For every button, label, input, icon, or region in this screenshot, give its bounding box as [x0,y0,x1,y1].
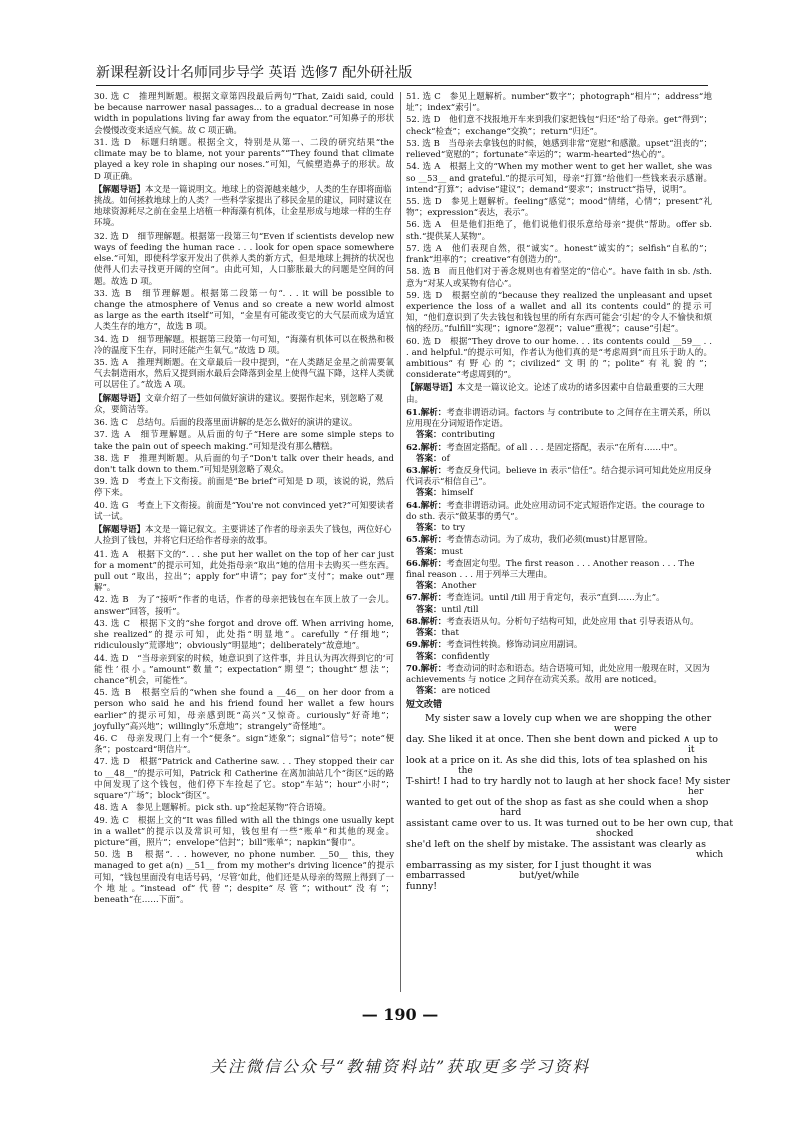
correction-fix: which [696,850,724,861]
question-number: 70. [406,663,421,674]
explanation [406,466,712,488]
answer-value: until /till [441,604,479,615]
explanation [406,664,712,686]
explanation [406,640,712,651]
correction-fix: the [458,766,473,777]
correction-text: assistant came over to us. It was turned out to be her own cup, that [406,818,734,830]
correction-fix: hard [500,808,522,819]
answer-line [416,547,712,558]
answer-entry: 43. 选 C 根据下文的“she forgot and drove off. When arriving home, she realized”的提示可知，此处指“明显地”。carefully “仔细地”；ridiculously“荒谬地”；obviously“明显地”；deliberately“故意地”。 [94,618,394,652]
answer-list [406,92,712,697]
correction-line [406,776,731,798]
explanation-text: 考查连词。until /till 用于肯定句，表示“直到……为止”。 [446,593,665,604]
explanation-text: 考查固定搭配。of all . . . 是固定搭配，表示“在所有……中”。 [446,442,683,453]
answer-label: 答案： [416,546,442,557]
right-column [406,92,734,903]
answer-entry: 33. 选 B 细节理解题。根据第二段第一句“. . . it will be possible to change the atmosphere of Venus and so create a new world almost as large as the earth itself”可知，“金星有可能改变它的大气层而成为适宜人类生存的地方”，故选 B 项。 [94,288,394,333]
answer-entry: 34. 选 D 细节理解题。根据第三段第一句可知，“海藻有机体可以在极热和极冷的温度下生存，同时还能产生氧气。”故选 D 项。 [94,334,394,356]
correction-text: wanted to get out of the shop as fast as she could when a shop [406,797,709,809]
answer-entry: 42. 选 B 为了“接听”作者的电话，作者的母亲把钱包在车顶上放了一会儿。answer“回答，接听”。 [94,595,394,617]
explanation [406,501,712,523]
guide-text: 本文是一篇议论文。论述了成功的诸多因素中自信最重要的三大理由。 [406,383,704,405]
explanation-label: 解析： [420,442,447,453]
question-number: 69. [406,640,421,651]
answer-value: himself [441,488,474,499]
answer-entry: 59. 选 D 根据空前的“because they realized the unpleasant and upset experience the loss of a wallet and all its contents could”的提示可知，“他们意识到了失去钱包和钱包里的所有东西可能会‘引起’的令人不愉快和烦恼的经历。”fulfill“实现”；ignore“忽视”；value“重视”；cause“引起”。 [406,290,712,335]
question-number: 67. [406,593,421,604]
explanation-label: 解析： [420,640,447,651]
guide-tag: 【解题导语】 [94,184,146,195]
explanation-text: 考查非谓语动词。此处应用动词不定式短语作定语。the courage to do sth. 表示“做某事的勇气”。 [406,500,705,522]
column-divider [400,92,401,992]
answer-value: Another [441,581,477,592]
answer-value: to try [441,523,466,534]
answer-label: 答案： [416,628,442,639]
answer-entry: 50. 选 B 根据“. . . however, no phone number. __50__ this, they managed to get a(n) __51__ from my mother's driving licence”的提示可知，“钱包里面没有电话号码，‘尽管’如此，他们还是从母亲的驾照上得到了一个地址。”instead of“代替”；despite“尽管”；without“没有”；beneath“在……下面”。 [94,850,394,906]
explanation-text: 考查反身代词。believe in 表示“信任”。结合提示词可知此处应用反身代词表示“相信自己”。 [406,466,712,488]
answer-entry: 30. 选 C 推理判断题。根据文章第四段最后两句“That, Zaidi said, could be because narrower nasal passages... to a gradual decrease in nose width in populations living far away from the equator.”可知鼻子的形状会慢慢改变来适应气候。故 C 项正确。 [94,92,394,136]
explanation-text: 考查固定句型。The first reason . . . Another reason . . . The final reason . . . 用于列举三大理由。 [406,558,695,580]
explanation-label: 解析： [420,407,447,418]
correction-line [406,798,712,819]
correction-line [406,756,712,777]
answer-value: are noticed [441,686,491,697]
guide-note [406,383,712,405]
guide-tag: 【解题导语】 [94,525,146,536]
correction-text: day. She liked it at once. Then she bent down and picked ∧ up to [406,734,719,746]
guide-text: 本文是一篇说明文。地球上的资源越来越少，人类的生存即将面临挑战。如何拯救地球上的人类？一些科学家提出了移民金星的建议，同时建议在地球资源耗尽之前在金星上培植一种海藻有机体，让金星形成与地球一样的生存环境。 [94,184,392,229]
explanation-label: 解析： [420,500,447,511]
question-number: 66. [406,558,421,569]
answer-entry: 58. 选 B 而且他们对于善念规则也有着坚定的“信心”。have faith in sb. /sth. 意为“对某人或某物有信心”。 [406,267,712,289]
explanation-label: 解析： [420,558,447,569]
answer-entry: 46. C 母亲发现门上有一个“便条”。sign“迹象”；signal“信号”；note“便条”；postcard“明信片”。 [94,734,394,756]
answer-value: that [441,628,459,639]
page-number: — 190 — [361,1005,439,1024]
answer-entry: 35. 选 A 推理判断题。在文章最后一段中提到，“在人类踏足金星之前需要氧气去制造雨水，然后又提到雨水最后会降落到金星上使得气温下降，这样人类就可以居住了。”故选 A 项。 [94,358,394,391]
answer-line [416,488,712,499]
answer-entry: 60. 选 D 根据“They drove to our home. . . its contents could __59__ . . . and helpful.”的提示可知，作者认为他们真的是“考虑周到”而且乐于助人的。ambitious“有野心的”；civilized“文明的”；polite“有礼貌的”；considerate“考虑周到的”。 [406,336,712,381]
answer-label: 答案： [416,604,442,615]
explanation-label: 解析： [420,535,447,546]
header-title: 新课程新设计名师同步导学 英语 选修7 配外研社版 [96,65,413,81]
answer-value: confidently [441,651,490,662]
correction-line [406,714,712,735]
guide-tag: 【解题导语】 [406,383,458,394]
explanation-text: 考查情态动词。为了成功，我们必须(must)甘愿冒险。 [446,535,653,546]
correction-title: 短文改错 [406,700,443,711]
answer-label: 答案： [416,488,442,499]
answer-value: must [441,546,463,557]
guide-note [94,185,394,230]
answer-entry: 56. 选 A 但是他们拒绝了，他们说他们很乐意给母亲“提供”帮助。offer sb. sth.“提供某人某物”。 [406,220,712,242]
correction-fix: shocked [596,829,634,840]
answer-entry: 57. 选 A 他们表现自然，很“诚实”。honest“诚实的”；selfish“自私的”；frank“坦率的”；creative“有创造力的”。 [406,243,712,266]
answer-value: of [441,453,450,464]
answer-entry: 49. 选 C 根据上文的“It was filled with all the things one usually kept in a wallet”的提示以及常识可知，钱包里有一些“账单”和其他的现金。picture“画，照片”；envelope“信封”；bill“账单”；napkin“餐巾”。 [94,815,394,848]
answer-entry: 38. 选 F 推理判断题。从后面的句子“Don't talk over their heads, and don't talk down to them.”可知是别忽略了观众。 [94,453,394,475]
answer-entry: 41. 选 A 根据下文的“. . . she put her wallet on the top of her car just for a moment”的提示可知，此处指母亲“取出”她的信用卡去购买一些东西。pull out “取出，拉出”；apply for“申请”；pay for“支付”；make out“理解”。 [94,549,394,594]
answer-entry: 45. 选 B 根据空后的“when she found a __46__ on her door from a person who said he and his friend found her wallet a few hours earlier”的提示可知，母亲感到既“高兴”又惊奇。curiously“好奇地”；joyfully“高兴地”；willingly“乐意地”；strangely“奇怪地”。 [94,688,394,732]
explanation-text: 考查表语从句。分析句子结构可知，此处应用 that 引导表语从句。 [446,616,699,627]
answer-line [416,430,712,441]
correction-text: embarrassing as my sister, for I just thought it was [406,860,652,872]
correction-line [406,839,724,861]
guide-note [94,525,394,547]
explanation [406,443,712,454]
answer-entry: 39. 选 D 考查上下文衔接。前面是“Be brief”可知是 D 项，该说的说，然后停下来。 [94,477,394,499]
question-number: 63. [406,466,421,476]
explanation [406,617,712,628]
explanation-label: 解析： [420,593,447,604]
correction-line [406,882,712,903]
correction-line [406,818,734,840]
explanation-text: 考查非谓语动词。factors 与 contribute to 之间存在主谓关系，所以应用现在分词短语作定语。 [406,407,711,430]
answer-entry: 51. 选 C 参见上题解析。number“数字”；photograph“相片”；address“地址”；index“索引”。 [406,92,712,114]
guide-text: 文章介绍了一些如何做好演讲的建议。要据作起来，别忽略了观众，要简洁等。 [94,393,384,415]
correction-text: look at a price on it. As she did this, lots of tea splashed on his [406,755,708,767]
answer-entry: 55. 选 D 参见上题解析。feeling“感觉”；mood“情绪，心情”；present“礼物”；expression“表达，表示”。 [406,196,712,219]
answer-line [416,652,712,663]
answer-line [416,628,712,639]
guide-text: 本文是一篇记叙文。主要讲述了作者的母亲丢失了钱包，两位好心人捡到了钱包，并将它归还给作者母亲的故事。 [94,525,392,547]
correction-line [406,734,719,756]
question-number: 68. [406,616,421,627]
correction-line [406,861,712,882]
answer-line [416,454,712,465]
guide-tag: 【解题导语】 [94,393,146,404]
answer-entry: 53. 选 B 当母亲去拿钱包的时候，她感到非常“宽慰”和感激。upset“沮丧的”；relieved“宽慰的”；fortunate“幸运的”；warm-hearted“热心的”。 [406,138,712,161]
answer-value: contributing [441,430,496,441]
explanation [406,593,712,604]
answer-line [416,686,712,697]
correction-fix: her [688,787,704,798]
left-column [94,92,394,907]
correction-text: T-shirt! I had to try hardly not to laugh at her shock face! My sister [406,776,731,788]
explanation [406,535,712,546]
explanation-label: 解析： [420,466,447,476]
answer-entry: 37. 选 A 细节理解题。从后面的句子“Here are some simple steps to take the pain out of speech making.”可知是没有那么糟糕。 [94,430,394,452]
answer-entry: 54. 选 A 根据上文的“When my mother went to get her wallet, she was so __53__ and grateful.”的提示可知，母亲“打算”给他们一些钱来表示感谢。intend“打算”；advise“建议”；demand“要求”；instruct“指导，说明”。 [406,162,712,195]
answer-label: 答案： [416,651,442,662]
answer-entry: 36. 选 C 总结句。后面的段落里面讲解的是怎么做好的演讲的建议。 [94,418,358,429]
answer-entry: 31. 选 D 标题归纳题。根据全文，特别是从第一、二段的研究结果“the climate may be to blame, not your parents”“They found that climate played a key role in shaping our noses.”可知，气候塑造鼻子的形状。故 D 项正确。 [94,137,394,182]
answer-label: 答案： [416,581,442,592]
answer-label: 答案： [416,430,442,441]
answer-label: 答案： [416,686,442,697]
answer-entry: 44. 选 D “当母亲到家的时候，她意识到了这件事，并且认为再次得到它的‘可能性’很小。”amount“数量”；expectation“期望”；thought“想法”；chance“机会，可能性”。 [94,653,394,686]
question-number: 65. [406,535,421,546]
explanation-text: 考查动词的时态和语态。结合语境可知，此处应用一般现在时，又因为 achievements 与 notice 之间存在动宾关系。故用 are noticed。 [406,663,710,685]
explanation-label: 解析： [420,663,447,674]
page-header [96,62,708,86]
answer-entry: 40. 选 G 考查上下文衔接。前面是“You're not convinced yet?”可知要读者试一试。 [94,500,394,522]
correction-passage [406,713,734,903]
answer-line [416,523,712,534]
answer-line [416,605,712,616]
explanation-label: 解析： [420,616,447,627]
correction-fix: it [688,745,695,756]
answer-entry: 48. 选 A 参见上题解析。pick sth. up“捡起某物”符合语境。 [94,803,332,814]
correction-fix: embarrassed but/yet/while [406,871,580,882]
explanation-text: 考查词性转换。修饰动词应用副词。 [446,640,583,651]
answer-line [416,581,712,592]
question-number: 61. [406,407,421,418]
explanation [406,559,712,581]
answer-label: 答案： [416,453,442,464]
footer-note: 关注微信公众号“教辅资料站”获取更多学习资料 [209,1057,591,1076]
correction-text: funny! [406,881,438,893]
correction-text: she'd left on the shelf by mistake. The assistant was clearly as [406,839,706,851]
answer-entry: 32. 选 D 细节理解题。根据第一段第三句“Even if scientists develop new ways of feeding the human race . . . look for open space somewhere else.”可知，即使科学家开发出了供养人类的新方式，但是地球上拥挤的状况也使得人们去寻找更开阔的空间”。由此可知，人口膨胀最大的问题是空间的问题。故选 D 项。 [94,231,394,287]
answer-label: 答案： [416,523,442,534]
answer-entry: 52. 选 D 他们意不找报地开车来到我们家把钱包“归还”给了母亲。get“得到”；check“检查”；exchange“交换”；return“归还”。 [406,115,712,137]
answer-entry: 47. 选 D 根据“Patrick and Catherine saw. . . They stopped their car to __48__”的提示可知，Patrick 和 Catherine 在离加油站几个“街区”远的路中间发现了这个钱包，他们停下车捡起了它。stop“车站”；hour“小时”；square“广场”；block“街区”。 [94,757,394,802]
question-number: 64. [406,500,421,511]
guide-note [94,394,394,416]
correction-text: My sister saw a lovely cup when we are shopping the other [406,713,712,725]
explanation [406,408,712,430]
correction-fix: were [614,724,637,735]
question-number: 62. [406,442,421,453]
